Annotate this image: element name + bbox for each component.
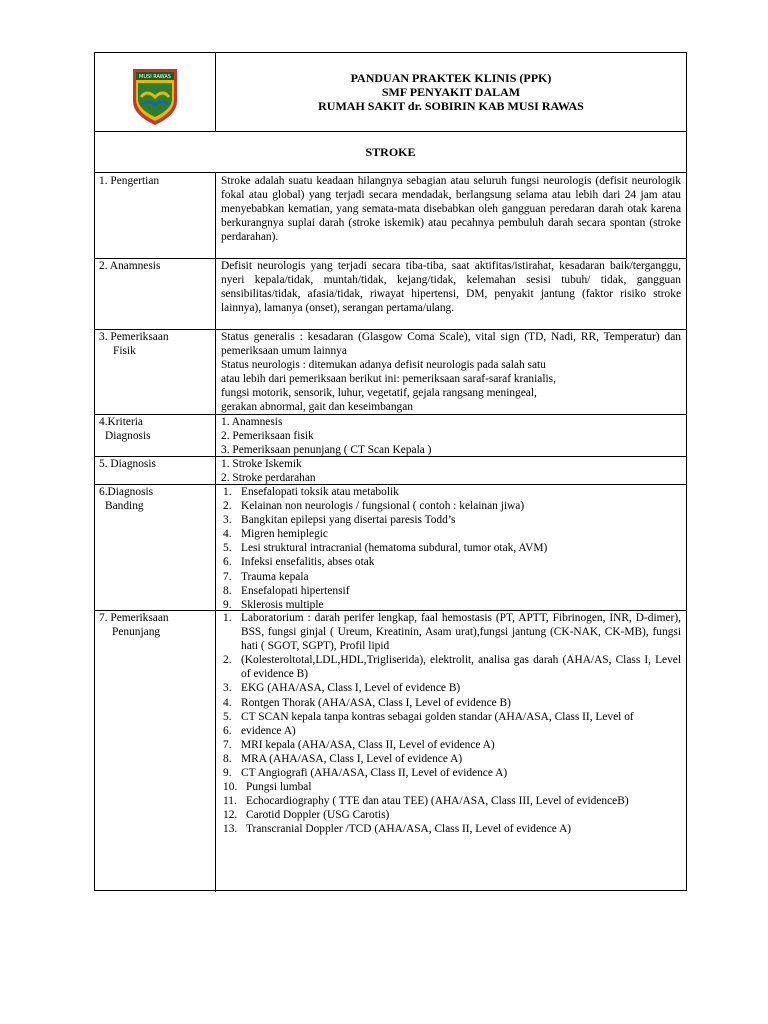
- list-text: (Kolesteroltotal,LDL,HDL,Trigliserida), elektrolit, analisa gas darah (AHA/AS, Class I, Level of evidence B): [241, 654, 681, 681]
- list-text: Sklerosis multiple: [241, 598, 324, 611]
- list-text: evidence A): [241, 724, 296, 737]
- list-item: [223, 570, 681, 584]
- list-item: 2. Stroke perdarahan: [221, 472, 316, 485]
- list-item: 2. Pemeriksaan fisik: [221, 430, 314, 443]
- list-item: [223, 794, 681, 808]
- list-text: EKG (AHA/ASA, Class I, Level of evidence B): [241, 682, 461, 695]
- content-anamnesis: Defisit neurologis yang terjadi secara tiba-tiba, saat aktifitas/istirahat, kesadaran baik/terganggu, nyeri kepala/tidak, muntah/tidak, kejang/tidak, kelemahan sesisi tubuh/ tidak, gangguan sensibilitas/tidak, afasia/tidak, riwayat hipertensi, DM, penyakit jantung (faktor risiko stroke lainnya), lamanya (onset), serangan pertama/ulang.: [221, 260, 681, 315]
- list-number: 5.: [223, 710, 232, 723]
- list-text: MRA (AHA/ASA, Class I, Level of evidence A): [241, 752, 463, 765]
- list-text: Transcranial Doppler /TCD (AHA/ASA, Class II, Level of evidence A): [246, 823, 572, 836]
- header-line-1: PANDUAN PRAKTEK KLINIS (PPK): [350, 71, 552, 85]
- list-item: [223, 808, 681, 822]
- ppk-document: [94, 52, 687, 891]
- status-neurologis-line: fungsi motorik, sensorik, luhur, vegetatif, gejala rangsang meningeal,: [221, 387, 537, 400]
- list-text: Infeksi ensefalitis, abses otak: [241, 556, 375, 569]
- list-text: Laboratorium : darah perifer lengkap, faal hemostasis (PT, APTT, Fibrinogen, INR, D-dimer), BSS, fungsi ginjal ( Ureum, Kreatinin, Asam urat),fungsi jantung (CK-NAK, CK-MB), fungsi hati ( SGOT, SGPT), Profil lipid: [241, 612, 681, 653]
- list-number: 13.: [223, 823, 238, 836]
- list-item: [223, 527, 681, 541]
- content-diagnosis: [221, 457, 681, 485]
- musi-rawas-logo: [95, 53, 215, 131]
- list-number: 10.: [223, 781, 238, 794]
- list-number: 3.: [223, 514, 232, 527]
- list-text: Ensefalopati toksik atau metabolik: [241, 486, 399, 498]
- logo-cell: [95, 53, 215, 131]
- list-item: [223, 766, 681, 780]
- label-kriteria-diagnosis: [99, 415, 211, 443]
- list-number: 9.: [223, 598, 232, 611]
- label-kriteria-line2: Diagnosis: [105, 430, 151, 443]
- list-text: Lesi struktural intracranial (hematoma subdural, tumor otak, AVM): [241, 542, 548, 555]
- list-text: Ensefalopati hipertensif: [241, 584, 350, 597]
- list-text: Trauma kepala: [241, 570, 309, 583]
- label-kriteria-line1: 4.Kriteria: [99, 416, 143, 428]
- list-item: [223, 681, 681, 695]
- list-item: [223, 541, 681, 555]
- label-penunjang-line2: Penunjang: [112, 626, 161, 639]
- list-number: 1.: [223, 486, 232, 498]
- list-number: 2.: [223, 500, 232, 513]
- list-item: [223, 780, 681, 794]
- list-text: MRI kepala (AHA/ASA, Class II, Level of evidence A): [241, 738, 495, 751]
- content-pemeriksaan-penunjang: [223, 611, 681, 837]
- list-number: 3.: [223, 682, 232, 695]
- content-pengertian: Stroke adalah suatu keadaan hilangnya sebagian atau seluruh fungsi neurologis (defisit neurologik fokal atau global) yang terjadi secara mendadak, berlangsung selama atau lebih dari 24 jam atau menyebabkan kematian, yang semata-mata disebabkan oleh gangguan peredaran darah otak karena berkurangnya suplai darah (stroke iskemik) atau pecahnya pembuluh darah secara spontan (stroke perdarahan).: [221, 175, 681, 244]
- list-number: 4.: [223, 528, 232, 541]
- header-line-3: RUMAH SAKIT dr. SOBIRIN KAB MUSI RAWAS: [318, 99, 584, 113]
- banding-list: [223, 485, 681, 612]
- list-number: 9.: [223, 767, 232, 780]
- list-number: 1.: [223, 612, 232, 624]
- list-text: Kelainan non neurologis / fungsional ( contoh : kelainan jiwa): [241, 500, 525, 513]
- label-pemeriksaan-fisik-line1: 3. Pemeriksaan: [99, 331, 169, 343]
- list-number: 11.: [223, 795, 237, 808]
- content-pemeriksaan-fisik: [221, 330, 681, 415]
- status-neurologis-line: Status neurologis : ditemukan adanya defisit neurologis pada salah satu: [221, 359, 546, 372]
- list-number: 6.: [223, 556, 232, 569]
- list-text: Pungsi lumbal: [246, 781, 312, 794]
- list-item: [223, 611, 681, 653]
- content-diagnosis-banding: [223, 485, 681, 612]
- label-diagnosis-banding: [99, 485, 211, 513]
- list-item: [223, 584, 681, 598]
- list-text: CT Angiografi (AHA/ASA, Class II, Level of evidence A): [241, 767, 508, 780]
- status-generalis: Status generalis : kesadaran (Glasgow Coma Scale), vital sign (TD, Nadi, RR, Temperatur) dan pemeriksaan umum lainnya: [221, 331, 681, 358]
- list-item: [223, 738, 681, 752]
- list-item: [223, 653, 681, 681]
- label-penunjang-line1: 7. Pemeriksaan: [99, 612, 169, 624]
- list-item: [223, 752, 681, 766]
- list-number: 8.: [223, 752, 232, 765]
- label-banding-line2: Banding: [105, 500, 144, 513]
- label-pemeriksaan-fisik: [99, 330, 211, 358]
- list-item: [223, 513, 681, 527]
- label-pemeriksaan-fisik-line2: Fisik: [113, 345, 136, 358]
- list-text: Echocardiography ( TTE dan atau TEE) (AHA/ASA, Class III, Level of evidenceB): [246, 795, 629, 808]
- list-text: CT SCAN kepala tanpa kontras sebagai golden standar (AHA/ASA, Class II, Level of: [241, 710, 634, 723]
- list-number: 7.: [223, 738, 232, 751]
- logo-text: MUSI RAWAS: [139, 74, 171, 80]
- label-pengertian: 1. Pengertian: [99, 175, 160, 187]
- list-item: [223, 710, 681, 724]
- list-text: Carotid Doppler (USG Carotis): [246, 809, 390, 822]
- document-header: [216, 53, 686, 131]
- list-item: [223, 822, 681, 836]
- list-number: 7.: [223, 570, 232, 583]
- label-banding-line1: 6.Diagnosis: [99, 486, 154, 498]
- list-item: [223, 696, 681, 710]
- label-pemeriksaan-penunjang: [99, 611, 211, 639]
- list-item: [223, 724, 681, 738]
- list-number: 12.: [223, 809, 238, 822]
- label-anamnesis: 2. Anamnesis: [99, 260, 161, 272]
- list-item: [223, 555, 681, 569]
- list-number: 4.: [223, 696, 232, 709]
- list-item: 3. Pemeriksaan penunjang ( CT Scan Kepala ): [221, 444, 432, 457]
- list-item: 1. Anamnesis: [221, 416, 283, 428]
- list-text: Rontgen Thorak (AHA/ASA, Class I, Level of evidence B): [241, 696, 511, 709]
- list-item: [223, 499, 681, 513]
- document-title: STROKE: [365, 144, 416, 159]
- label-diagnosis: 5. Diagnosis: [99, 458, 156, 470]
- content-kriteria-diagnosis: [221, 415, 681, 457]
- list-item: 1. Stroke Iskemik: [221, 458, 302, 470]
- list-number: 8.: [223, 584, 232, 597]
- penunjang-list: [223, 611, 681, 837]
- list-number: 2.: [223, 654, 232, 667]
- status-neurologis-line: atau lebih dari pemeriksaan berikut ini: pemeriksaan saraf-saraf kranialis,: [221, 373, 556, 386]
- header-line-2: SMF PENYAKIT DALAM: [381, 85, 521, 99]
- list-number: 6.: [223, 724, 232, 737]
- list-item: [223, 485, 681, 499]
- status-neurologis-line: gerakan abnormal, gait dan keseimbangan: [221, 401, 413, 414]
- list-text: Migren hemiplegic: [241, 528, 328, 541]
- list-text: Bangkitan epilepsi yang disertai paresis Todd’s: [241, 514, 456, 527]
- list-number: 5.: [223, 542, 232, 555]
